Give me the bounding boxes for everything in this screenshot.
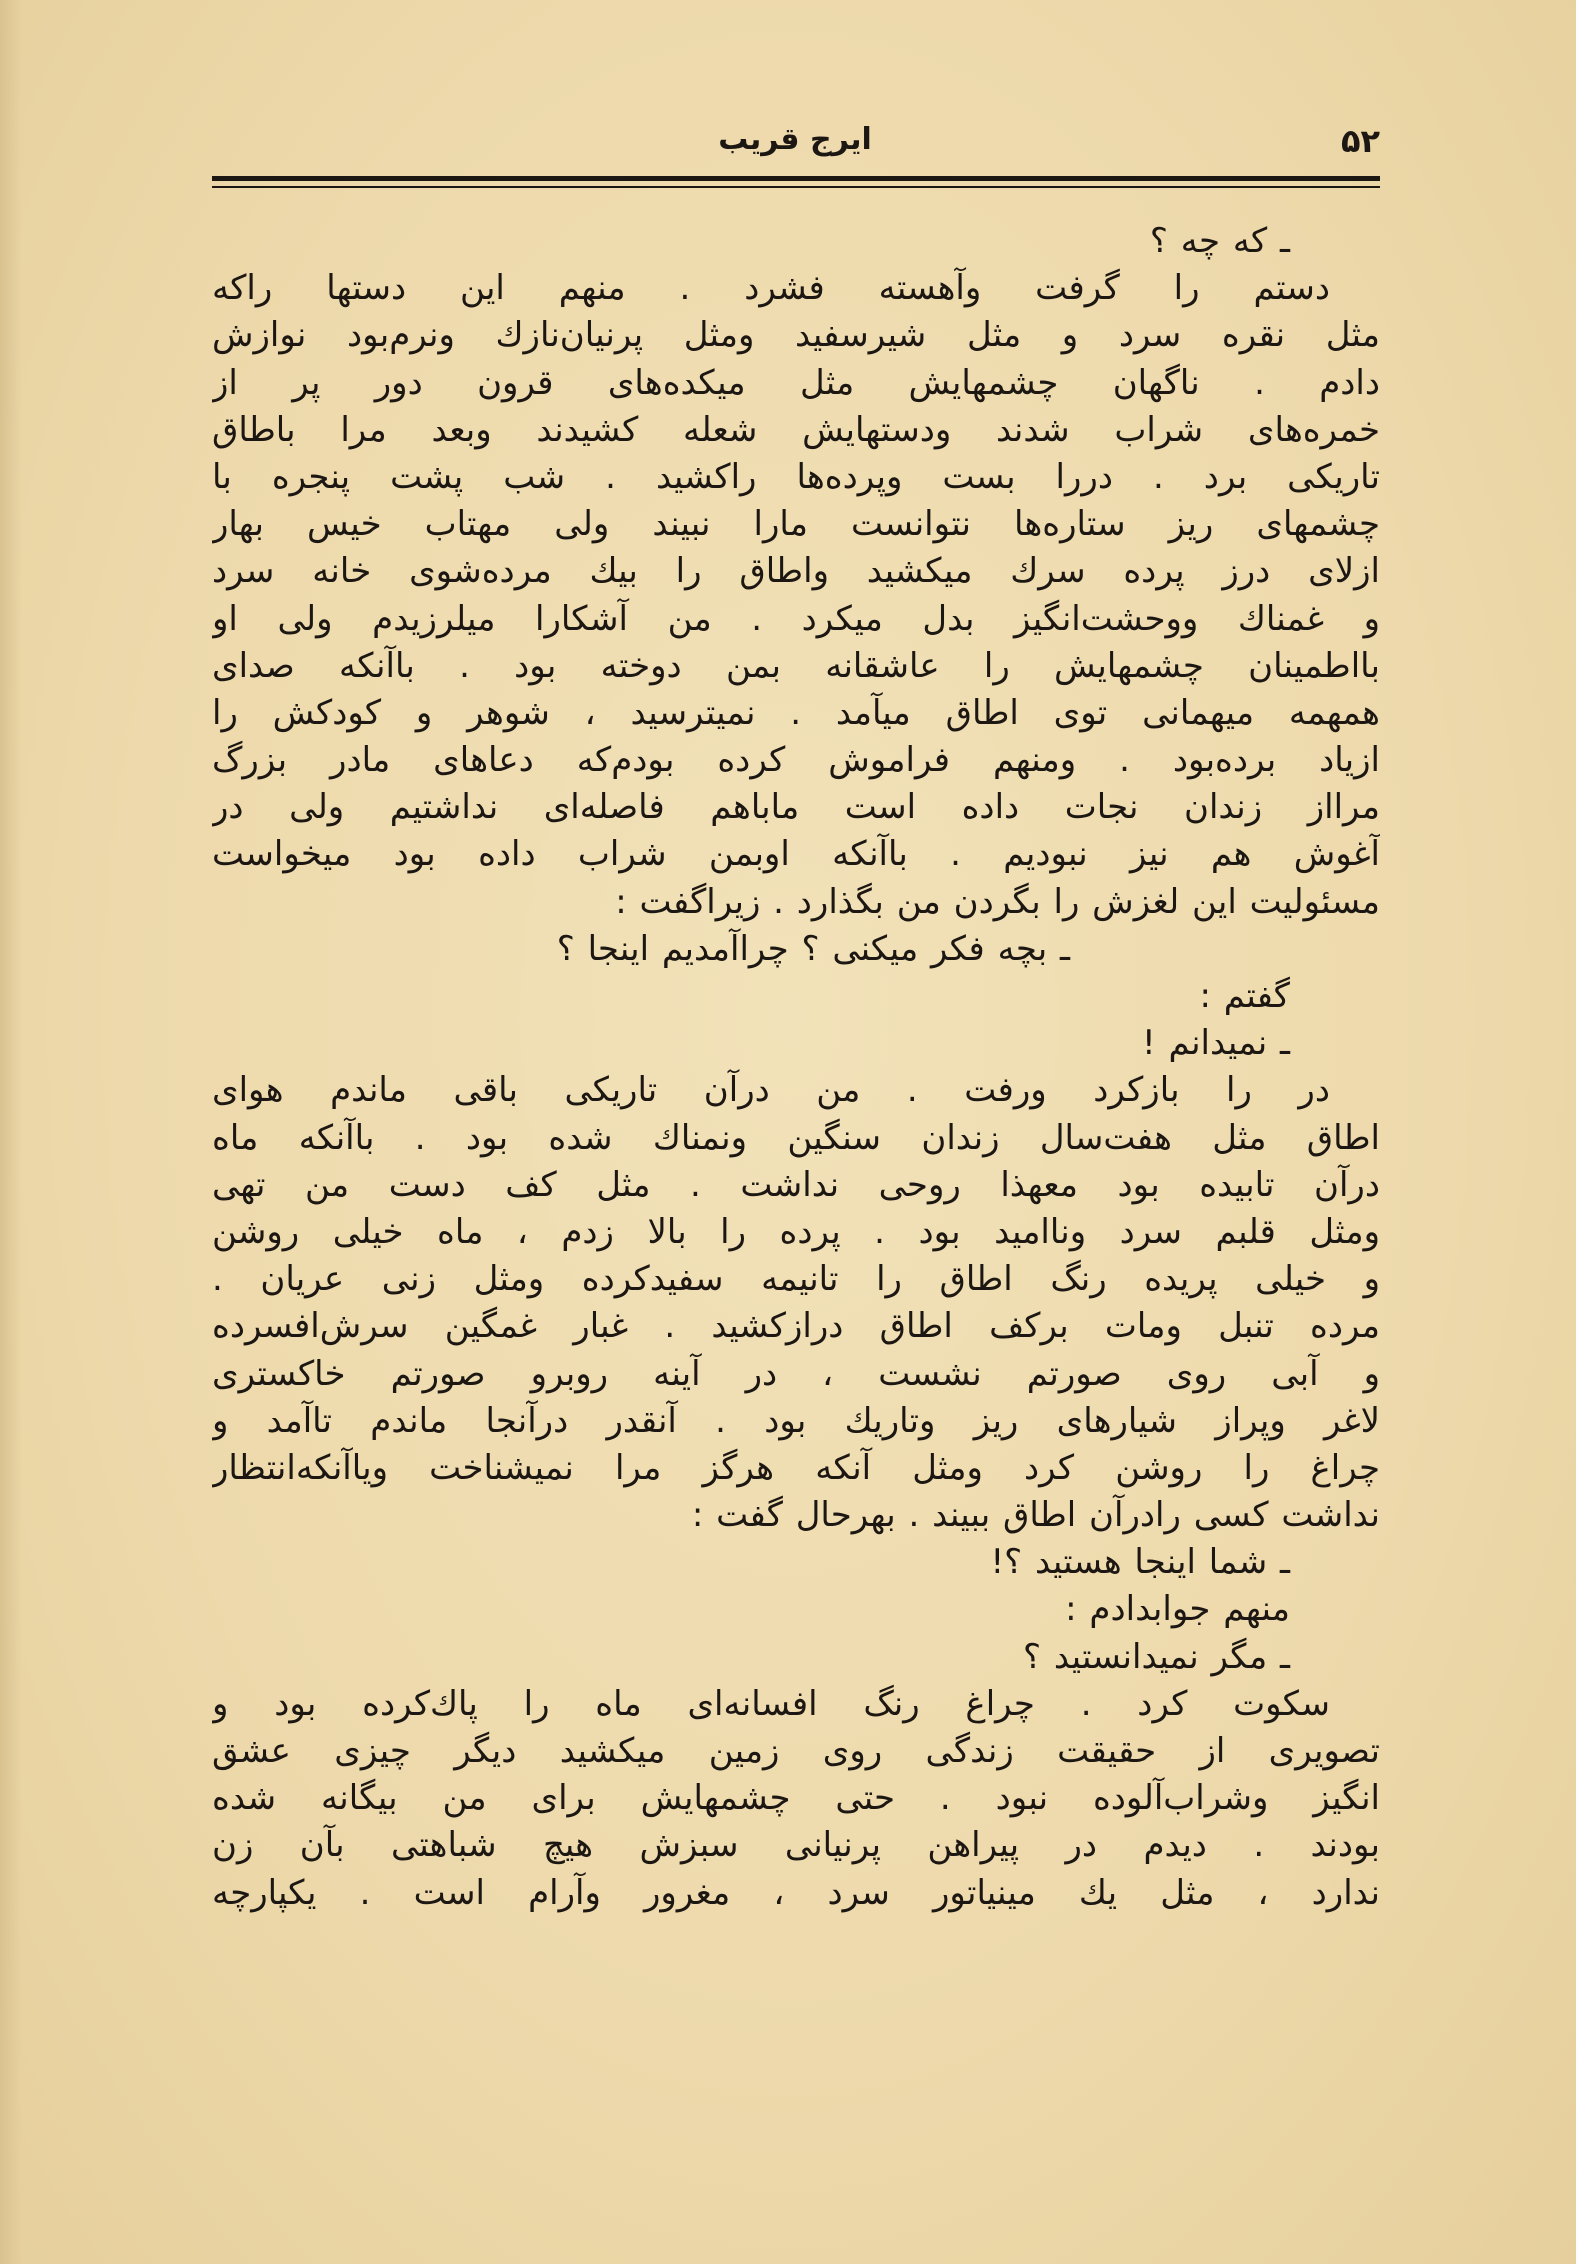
- page-header: [210, 118, 1380, 166]
- text-line: چراغ را روشن کرد ومثل آنکه هرگز مرا نمیشناخت ویاآنکه‌انتظار: [212, 1447, 1380, 1488]
- text-line: سکوت کرد . چراغ رنگ افسانه‌ای ماه را پاك‌کرده بود و: [212, 1683, 1330, 1724]
- text-line: دادم . ناگهان چشمهایش مثل میکده‌های قرون دور پر از: [212, 362, 1380, 403]
- text-line: همهمه میهمانی توی اطاق میآمد . نمیترسید ، شوهر و کودکش را: [212, 692, 1380, 733]
- text-line: و خیلی پریده رنگ اطاق را تانیمه سفیدکرده ومثل زنی عریان .: [212, 1259, 1380, 1300]
- text-line: اطاق مثل هفت‌سال زندان سنگین ونمناك شده بود . باآنکه ماه: [212, 1117, 1380, 1158]
- text-line: دستم را گرفت وآهسته فشرد . منهم این دستها راکه: [212, 268, 1330, 309]
- text-line: آغوش هم نیز نبودیم . باآنکه اوبمن شراب داده بود میخواست: [212, 834, 1380, 875]
- text-line: گفتم :: [1199, 976, 1290, 1016]
- text-line: مثل نقره سرد و مثل شیرسفید ومثل پرنیان‌نازك ونرم‌بود نوازش: [212, 315, 1380, 356]
- page-number: ۵۲: [1340, 122, 1380, 160]
- text-line: درآن تابیده بود معهذا روحی نداشت . مثل کف دست من تهی: [212, 1164, 1380, 1205]
- text-line: و غمناك ووحشت‌انگیز بدل میکرد . من آشکارا میلرزیدم ولی او: [212, 598, 1380, 639]
- text-line: منهم جوابدادم :: [1065, 1589, 1290, 1630]
- running-title: ایرج قریب: [718, 122, 872, 157]
- text-line: بودند . دیدم در پیراهن پرنیانی سبزش هیچ شباهتی بآن زن: [212, 1825, 1380, 1866]
- text-line: انگیز وشراب‌آلوده نبود . حتی چشمهایش برای من بیگانه شده: [212, 1778, 1380, 1819]
- text-line: تصویری از حقیقت زندگی روی زمین میکشید دیگر چیزی عشق: [212, 1731, 1380, 1771]
- text-line: لاغر وپراز شیارهای ریز وتاریك بود . آنقدر درآنجا ماندم تاآمد و: [212, 1400, 1380, 1441]
- text-line: ازیاد برده‌بود . ومنهم فراموش کرده بودم‌که دعاهای مادر بزرگ: [212, 740, 1380, 781]
- text-line: بااطمینان چشمهایش را عاشقانه بمن دوخته بود . باآنکه صدای: [212, 645, 1380, 686]
- page-edge-shadow: [0, 0, 22, 2264]
- text-line: نداشت کسی رادرآن اطاق ببیند . بهرحال گفت :: [691, 1495, 1380, 1536]
- text-line: تاریکی برد . دررا بست وپرده‌ها راکشید . شب پشت پنجره با: [212, 456, 1380, 497]
- text-line: و آبی روی صورتم نشست ، در آینه روبرو صورتم خاکستری: [212, 1353, 1380, 1394]
- text-line: ومثل قلبم سرد ونا‌امید بود . پرده را بالا زدم ، ماه خیلی روشن: [212, 1211, 1380, 1252]
- text-line: ـ که چه ؟: [1149, 221, 1290, 261]
- text-line: ندارد ، مثل يك مینیاتور سرد ، مغرور وآرام است . یکپارچه: [212, 1872, 1380, 1913]
- header-rule-thick: [212, 176, 1380, 181]
- text-line: مسئولیت این لغزش را بگردن من بگذارد . زیراگفت :: [615, 881, 1380, 922]
- text-line: مرده تنبل ومات برکف اطاق درازکشید . غبار غمگین سرش‌افسرده: [212, 1306, 1380, 1347]
- text-line: ـ نمیدانم !: [1142, 1023, 1290, 1064]
- text-line: ازلای درز پرده سرك میکشید واطاق را بیك مرده‌شوی خانه سرد: [212, 551, 1380, 592]
- text-line: خمره‌های شراب شدند ودستهایش شعله کشیدند وبعد مرا باطاق: [212, 409, 1380, 450]
- body-text: [212, 218, 1380, 1917]
- text-line: ـ شما اینجا هستید ؟!: [990, 1542, 1290, 1583]
- text-line: ـ مگر نمیدانستید ؟: [1022, 1636, 1290, 1677]
- header-rule-thin: [212, 186, 1380, 188]
- text-line: در را بازکرد ورفت . من درآن تاریکی باقی ماندم هوای: [212, 1070, 1330, 1111]
- text-line: ـ بچه فکر میکنی ؟ چرا‌آمدیم اینجا ؟: [556, 928, 1070, 969]
- text-line: مرااز زندان نجات داده است ماباهم فاصله‌ای نداشتیم ولی در: [212, 787, 1380, 828]
- text-line: چشمهای ریز ستاره‌ها نتوانست مارا نبیند ولی مهتاب خیس بهار: [212, 504, 1380, 545]
